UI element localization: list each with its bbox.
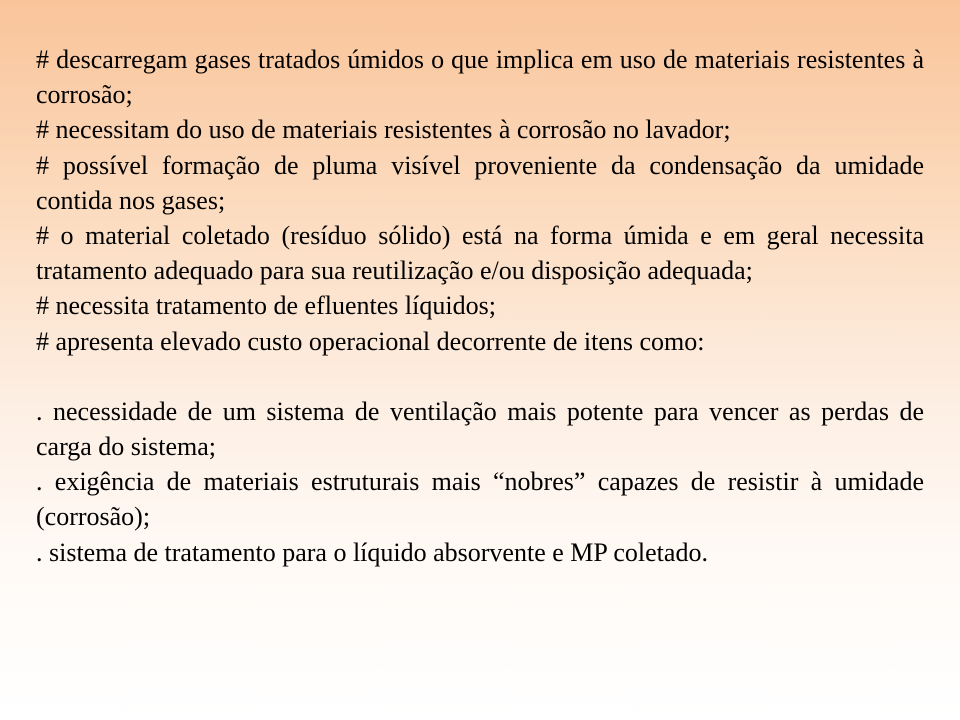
bullet-corrosion-materials: # necessitam do uso de materiais resistentes à corrosão no lavador; <box>36 115 731 145</box>
bullet-operating-cost: # apresenta elevado custo operacional decorrente de itens como: <box>36 326 705 356</box>
sub-item-structural-materials: . exigência de materiais estruturais mais “nobres” capazes de resistir à umidade (corrosão); <box>36 467 924 532</box>
bullet-liquid-effluents: # necessita tratamento de efluentes líquidos; <box>36 291 496 321</box>
sub-item-treatment-system: . sistema de tratamento para o líquido absorvente e MP coletado. <box>36 537 708 567</box>
sub-item-ventilation: . necessidade de um sistema de ventilação mais potente para vencer as perdas de carga do sistema; <box>36 396 924 462</box>
bullet-visible-plume: # possível formação de pluma visível proveniente da condensação da umidade contida nos gases; <box>36 150 924 215</box>
bullet-wet-solid-residue: # o material coletado (resíduo sólido) está na forma úmida e em geral necessita tratamento adequado para sua reutilização e/ou disposição adequada; <box>36 221 924 286</box>
bullet-wet-discharge: # descarregam gases tratados úmidos o que implica em uso de materiais resistentes à corrosão; <box>36 45 924 110</box>
slide-text-body <box>36 42 924 570</box>
paragraph-spacer <box>36 359 924 394</box>
